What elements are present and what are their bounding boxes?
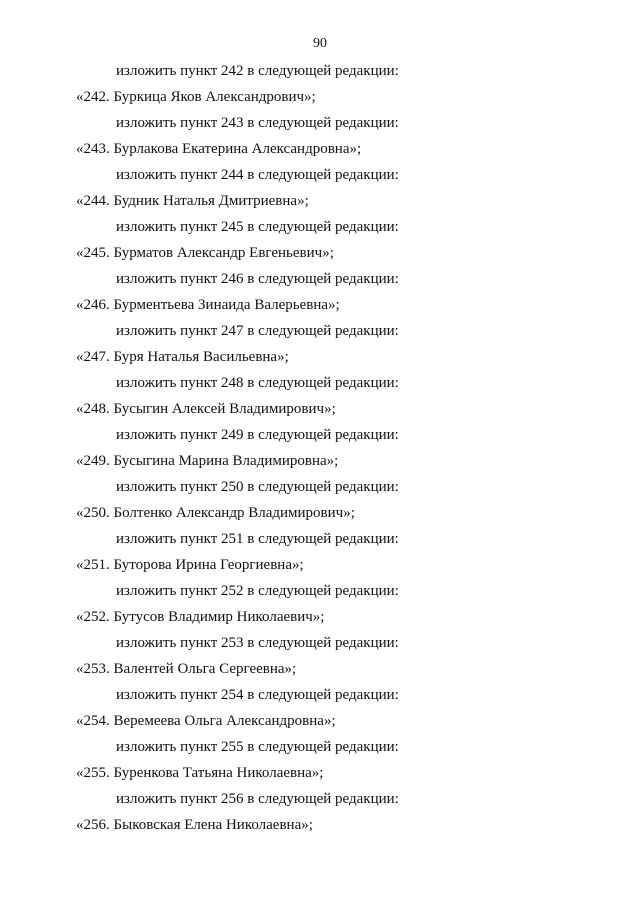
amended-entry: «246. Бурментьева Зинаида Валерьевна»; [76,297,340,313]
amendment-instruction: изложить пункт 242 в следующей редакции: [116,63,399,79]
amendment-instruction: изложить пункт 250 в следующей редакции: [116,479,399,495]
document-body [0,58,640,838]
amended-entry: «256. Быковская Елена Николаевна»; [76,817,313,833]
amended-entry: «245. Бурматов Александр Евгеньевич»; [76,245,334,261]
amendment-instruction: изложить пункт 249 в следующей редакции: [116,427,399,443]
amended-entry: «251. Буторова Ирина Георгиевна»; [76,557,304,573]
amendment-instruction: изложить пункт 252 в следующей редакции: [116,583,399,599]
amendment-instruction: изложить пункт 243 в следующей редакции: [116,115,399,131]
amendment-instruction: изложить пункт 244 в следующей редакции: [116,167,399,183]
amended-entry: «253. Валентей Ольга Сергеевна»; [76,661,297,677]
amendment-instruction: изложить пункт 246 в следующей редакции: [116,271,399,287]
amendment-instruction: изложить пункт 245 в следующей редакции: [116,219,399,235]
amended-entry: «254. Веремеева Ольга Александровна»; [76,713,336,729]
amendment-instruction: изложить пункт 253 в следующей редакции: [116,635,399,651]
amendment-instruction: изложить пункт 256 в следующей редакции: [116,791,399,807]
amendment-instruction: изложить пункт 255 в следующей редакции: [116,739,399,755]
amendment-instruction: изложить пункт 248 в следующей редакции: [116,375,399,391]
amended-entry: «243. Бурлакова Екатерина Александровна»; [76,141,362,157]
amended-entry: «242. Буркица Яков Александрович»; [76,89,316,105]
amendment-instruction: изложить пункт 251 в следующей редакции: [116,531,399,547]
amended-entry: «252. Бутусов Владимир Николаевич»; [76,609,325,625]
amended-entry: «248. Бусыгин Алексей Владимирович»; [76,401,336,417]
amended-entry: «250. Болтенко Александр Владимирович»; [76,505,355,521]
amendment-instruction: изложить пункт 254 в следующей редакции: [116,687,399,703]
amended-entry: «244. Будник Наталья Дмитриевна»; [76,193,309,209]
amended-entry: «249. Бусыгина Марина Владимировна»; [76,453,339,469]
amendment-instruction: изложить пункт 247 в следующей редакции: [116,323,399,339]
amended-entry: «247. Буря Наталья Васильевна»; [76,349,289,365]
page-number: 90 [313,36,327,51]
amended-entry: «255. Буренкова Татьяна Николаевна»; [76,765,324,781]
